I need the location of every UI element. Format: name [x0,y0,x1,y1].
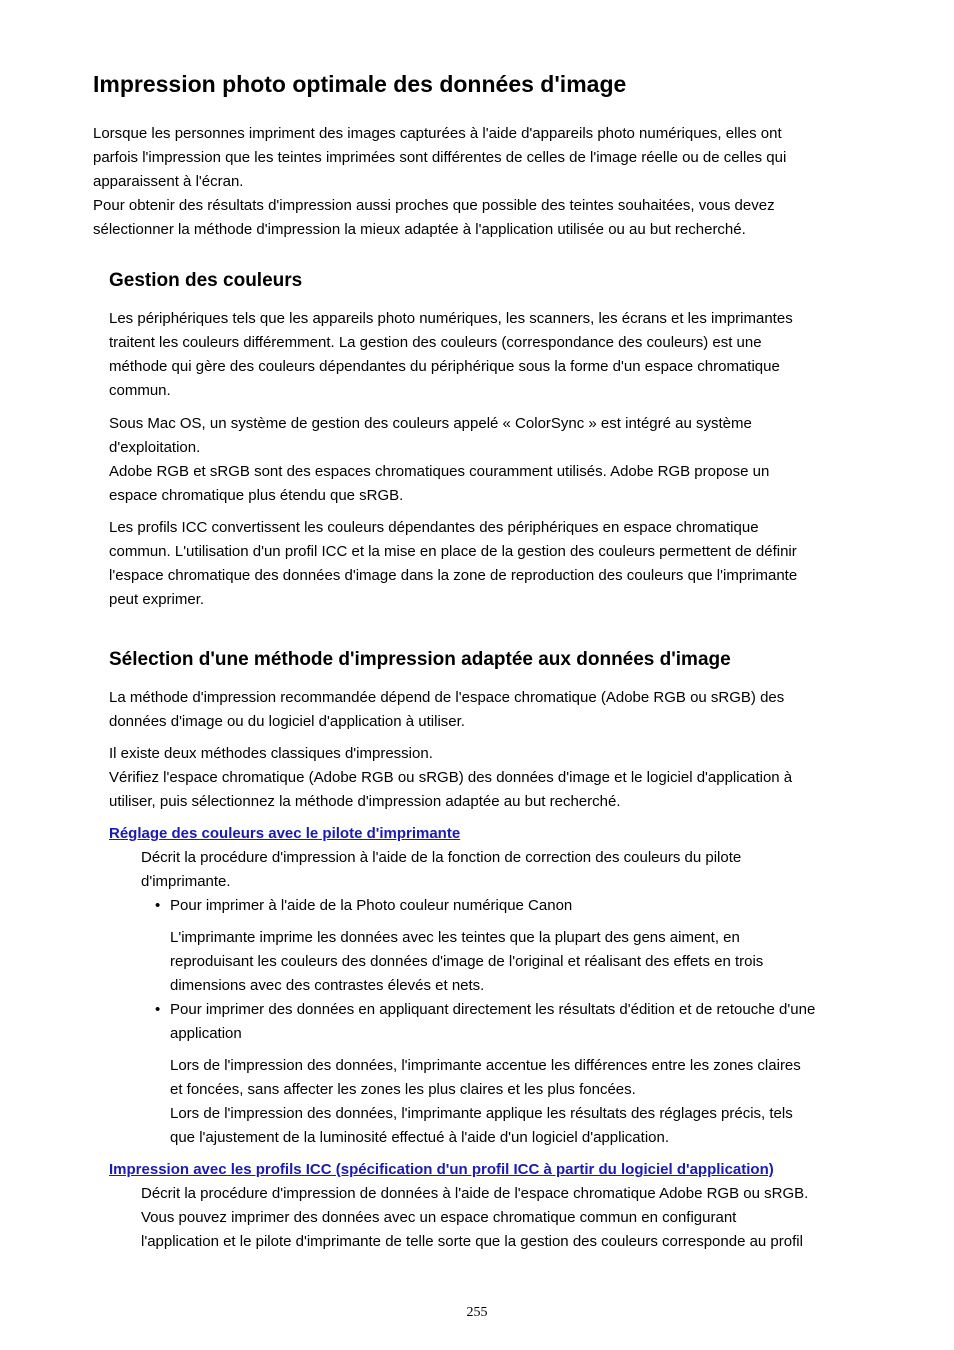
text-line: Adobe RGB et sRGB sont des espaces chromatiques couramment utilisés. Adobe RGB propose un [109,463,770,480]
text-line: Pour imprimer des données en appliquant directement les résultats d'édition et de retouche d'une [170,1001,816,1018]
bullet-item-2 [170,998,815,1046]
text-line: La méthode d'impression recommandée dépend de l'espace chromatique (Adobe RGB ou sRGB) des [109,689,785,706]
method-selection-paragraph-1 [109,686,784,734]
text-line: et foncées, sans affecter les zones les plus claires et les plus foncées. [170,1081,636,1098]
color-management-paragraph-2 [109,412,769,508]
bullet-icon: • [155,897,161,914]
text-line: utiliser, puis sélectionnez la méthode d'impression adaptée au but recherché. [109,793,621,810]
text-line: méthode qui gère des couleurs dépendantes du périphérique sous la forme d'un espace chromatique [109,358,780,375]
page-number: 255 [466,1305,488,1320]
page-title: Impression photo optimale des données d'image [93,71,627,97]
text-line: apparaissent à l'écran. [93,173,244,190]
text-line: commun. [109,382,171,399]
text-line: traitent les couleurs différemment. La gestion des couleurs (correspondance des couleurs) est une [109,334,762,351]
color-management-paragraph-1 [109,307,793,403]
link1-description [141,846,741,894]
text-line: commun. L'utilisation d'un profil ICC et la mise en place de la gestion des couleurs permettent de définir [109,543,797,560]
link-printer-driver-color[interactable]: Réglage des couleurs avec le pilote d'imprimante [109,825,461,842]
color-management-paragraph-3 [109,516,797,612]
text-line: Vérifiez l'espace chromatique (Adobe RGB ou sRGB) des données d'image et le logiciel d'application à [109,769,793,786]
link2-description [141,1182,808,1254]
text-line: que l'ajustement de la luminosité effectué à l'aide d'un logiciel d'application. [170,1129,669,1146]
text-line: Il existe deux méthodes classiques d'impression. [109,745,433,762]
bullet-2-description [170,1054,801,1150]
text-line: dimensions avec des contrastes élevés et nets. [170,977,485,994]
text-line: Décrit la procédure d'impression à l'aide de la fonction de correction des couleurs du pilote [141,849,742,866]
text-line: Pour obtenir des résultats d'impression aussi proches que possible des teintes souhaitées, vous devez [93,197,775,214]
text-line: d'exploitation. [109,439,201,456]
text-line: peut exprimer. [109,591,205,608]
text-line: données d'image ou du logiciel d'application à utiliser. [109,713,465,730]
text-line: parfois l'impression que les teintes imprimées sont différentes de celles de l'image réelle ou de celles qui [93,149,787,166]
text-line: sélectionner la méthode d'impression la mieux adaptée à l'application utilisée ou au but recherché. [93,221,746,238]
text-line: Lors de l'impression des données, l'imprimante applique les résultats des réglages précis, tels [170,1105,793,1122]
bullet-icon: • [155,1001,161,1018]
bullet-item-1 [170,894,572,918]
method-selection-paragraph-2 [109,742,792,814]
text-line: l'espace chromatique des données d'image dans la zone de reproduction des couleurs que l'imprimante [109,567,798,584]
bullet-1-description [170,926,763,998]
text-line: L'imprimante imprime les données avec les teintes que la plupart des gens aiment, en [170,929,740,946]
intro-paragraph-1 [93,122,786,242]
text-line: application [170,1025,242,1042]
text-line: Les profils ICC convertissent les couleurs dépendantes des périphériques en espace chromatique [109,519,759,536]
text-line: Lorsque les personnes impriment des images capturées à l'aide d'appareils photo numériques, elles ont [93,125,782,142]
text-line: Sous Mac OS, un système de gestion des couleurs appelé « ColorSync » est intégré au système [109,415,752,432]
text-line: reproduisant les couleurs des données d'image de l'original et réalisant des effets en trois [170,953,764,970]
text-line: Vous pouvez imprimer des données avec un espace chromatique commun en configurant [141,1209,737,1226]
text-line: d'imprimante. [141,873,231,890]
section-heading-method-selection: Sélection d'une méthode d'impression adaptée aux données d'image [109,649,731,670]
text-line: Décrit la procédure d'impression de données à l'aide de l'espace chromatique Adobe RGB ou sRGB. [141,1185,809,1202]
text-line: l'application et le pilote d'imprimante de telle sorte que la gestion des couleurs corresponde au profil [141,1233,803,1250]
text-line: Pour imprimer à l'aide de la Photo couleur numérique Canon [170,897,573,914]
text-line: espace chromatique plus étendu que sRGB. [109,487,404,504]
text-line: Les périphériques tels que les appareils photo numériques, les scanners, les écrans et les imprimantes [109,310,793,327]
text-line: Lors de l'impression des données, l'imprimante accentue les différences entre les zones claires [170,1057,801,1074]
link-icc-profiles[interactable]: Impression avec les profils ICC (spécification d'un profil ICC à partir du logiciel d'application) [109,1161,774,1178]
section-heading-color-management: Gestion des couleurs [109,270,303,291]
